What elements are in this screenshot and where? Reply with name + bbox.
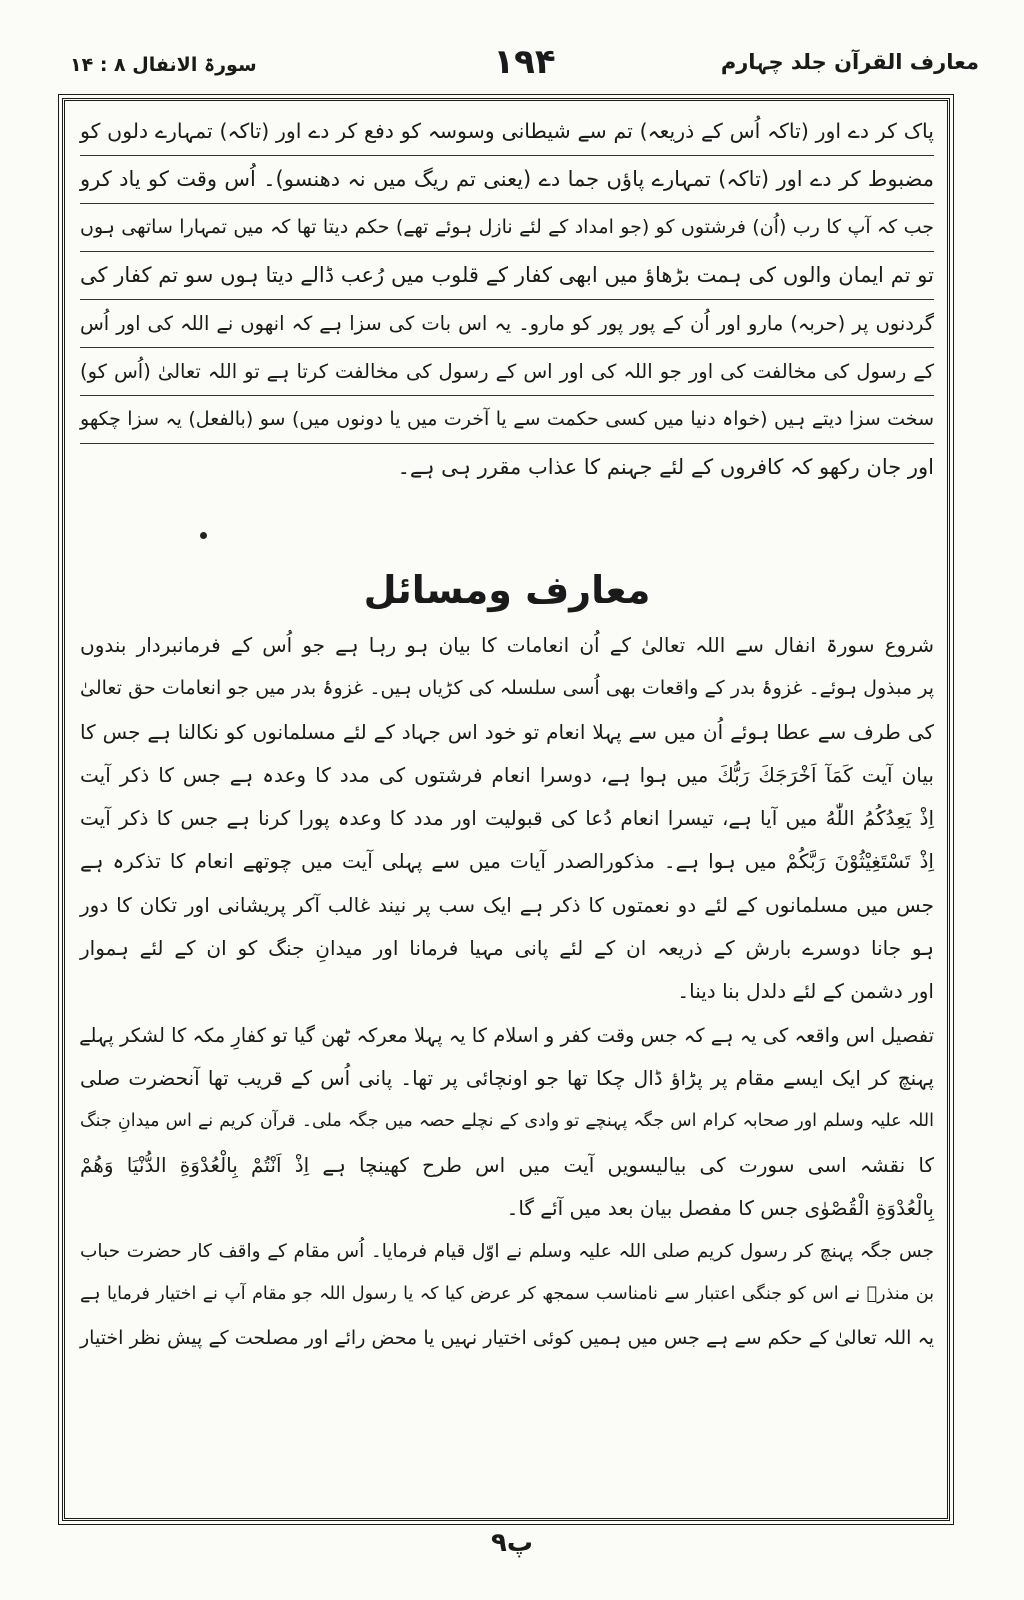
commentary-line: جس جگہ پہنچ کر رسول کریم صلی اللہ علیہ وسلم نے اوّل قیام فرمایا۔ اُس مقام کے واقف کار حضرت حباب [80,1241,934,1263]
translation-block [80,108,934,491]
commentary-line: بن منذرؓ نے اس کو جنگی اعتبار سے نامناسب سمجھ کر عرض کیا کہ یا رسول اللہ جو مقام آپ نے اختیار فرمایا ہے [80,1284,934,1305]
commentary-line: اور دشمن کے لئے دلدل بنا دینا۔ [677,979,934,1004]
translation-line: تو تم ایمان والوں کی ہمت بڑھاؤ میں ابھی کفار کے قلوب میں رُعب ڈالے دیتا ہوں سو تم کفار کی [80,252,934,300]
commentary-line: بِالْعُدْوَةِ الْقُصْوٰى جس کا مفصل بیان بعد میں آئے گا۔ [506,1195,934,1220]
commentary-line: بیان آیت كَمَآ اَخْرَجَكَ رَبُّكَ میں ہوا ہے، دوسرا انعام فرشتوں کی مدد کا وعدہ ہے جس کا ذکر آیت [80,762,934,787]
commentary-line: جس میں مسلمانوں کے لئے دو نعمتوں کا ذکر ہے ایک سب پر نیند غالب آکر پریشانی اور تکان کا دور [80,892,934,917]
commentary-block [80,624,934,1360]
commentary-line: اِذْ يَعِدُكُمُ اللّٰهُ میں آیا ہے، تیسرا انعام دُعا کی قبولیت اور مدد کا وعدہ پورا کرنا ہے جس کا ذکر آیت [80,806,934,831]
commentary-line: اِذْ تَسْتَغِيْثُوْنَ رَبَّكُمْ میں ہوا ہے۔ مذکورالصدر آیات میں سے پہلی آیت میں چوتھے انعام کا تذکرہ ہے [80,849,934,874]
commentary-line: کا نقشہ اسی سورت کی بیالیسویں آیت میں اس طرح کھینچا ہے اِذْ اَنْتُمْ بِالْعُدْوَةِ الدُّنْيَا وَهُمْ [80,1152,934,1177]
signature-mark: ۹پ [490,1528,534,1558]
commentary-line: پہنچ کر ایک ایسے مقام پر پڑاؤ ڈال چکا تھا جو اونچائی پر تھا۔ پانی اُس کے قریب تھا آنحضرت صلی [80,1065,934,1090]
commentary-line: اللہ علیہ وسلم اور صحابہ کرام اس جگہ پہنچے تو وادی کے نچلے حصہ میں جگہ ملی۔ قرآن کریم نے اس میدانِ جنگ [80,1111,934,1132]
page-number: ۱۹۴ [493,42,556,82]
commentary-line: یہ اللہ تعالیٰ کے حکم سے ہے جس میں ہمیں کوئی اختیار نہیں یا محض رائے اور مصلحت کے پیش نظر اختیار [80,1326,934,1349]
ink-dot [200,532,207,539]
commentary-line: کی طرف سے عطا ہوئے اُن میں سے پہلا انعام تو خود اس جہاد کے لئے مسلمانوں کو نکالنا ہے جس کا [80,719,934,744]
translation-line: کے رسول کی مخالفت کی اور جو اللہ کی اور اس کے رسول کی مخالفت کرتا ہے تو اللہ تعالیٰ (اُس کو) [80,348,934,396]
translation-line: مضبوط کر دے اور (تاکہ) تمہارے پاؤں جما دے (یعنی تم ریگ میں نہ دھنسو)۔ اُس وقت کو یاد کرو [80,156,934,204]
book-title: معارف القرآن جلد چہارم [720,50,979,74]
translation-line: پاک کر دے اور (تاکہ اُس کے ذریعہ) تم سے شیطانی وسوسہ کو دفع کر دے اور (تاکہ) تمہارے دلوں کو [80,108,934,156]
section-title: معارف ومسائل [363,568,651,612]
translation-line: گردنوں پر (حربہ) مارو اور اُن کے پور پور کو مارو۔ یہ اس بات کی سزا ہے کہ انھوں نے اللہ کی اور اُس [80,300,934,348]
translation-line: سخت سزا دیتے ہیں (خواہ دنیا میں کسی حکمت سے یا آخرت میں یا دونوں میں) سو (بالفعل) یہ سزا چکھو [80,396,934,444]
running-header [70,44,979,94]
surah-reference: سورۃ الانفال ۸ : ۱۴ [70,54,257,76]
commentary-line: تفصیل اس واقعہ کی یہ ہے کہ جس وقت کفر و اسلام کا یہ پہلا معرکہ ٹھن گیا تو کفارِ مکہ کا لشکر پہلے [79,1023,934,1047]
commentary-line: پر مبذول ہوئے۔ غزوۂ بدر کے واقعات بھی اُسی سلسلہ کی کڑیاں ہیں۔ غزوۂ بدر میں جو انعامات حق تعالیٰ [80,677,934,700]
commentary-line: ہو جانا دوسرے بارش کے ذریعہ ان کے لئے پانی مہیا فرمانا اور میدانِ جنگ کو ان کے لئے ہموار [80,936,934,961]
translation-line: اور جان رکھو کہ کافروں کے لئے جہنم کا عذاب مقرر ہی ہے۔ [397,455,934,479]
translation-line: جب کہ آپ کا رب (اُن) فرشتوں کو (جو امداد کے لئے نازل ہوئے تھے) حکم دیتا تھا کہ میں تمہارا ساتھی ہوں [80,204,934,252]
commentary-line: شروع سورۃ انفال سے اللہ تعالیٰ کے اُن انعامات کا بیان ہو رہا ہے جو اُس کے فرمانبردار بندوں [80,633,934,657]
